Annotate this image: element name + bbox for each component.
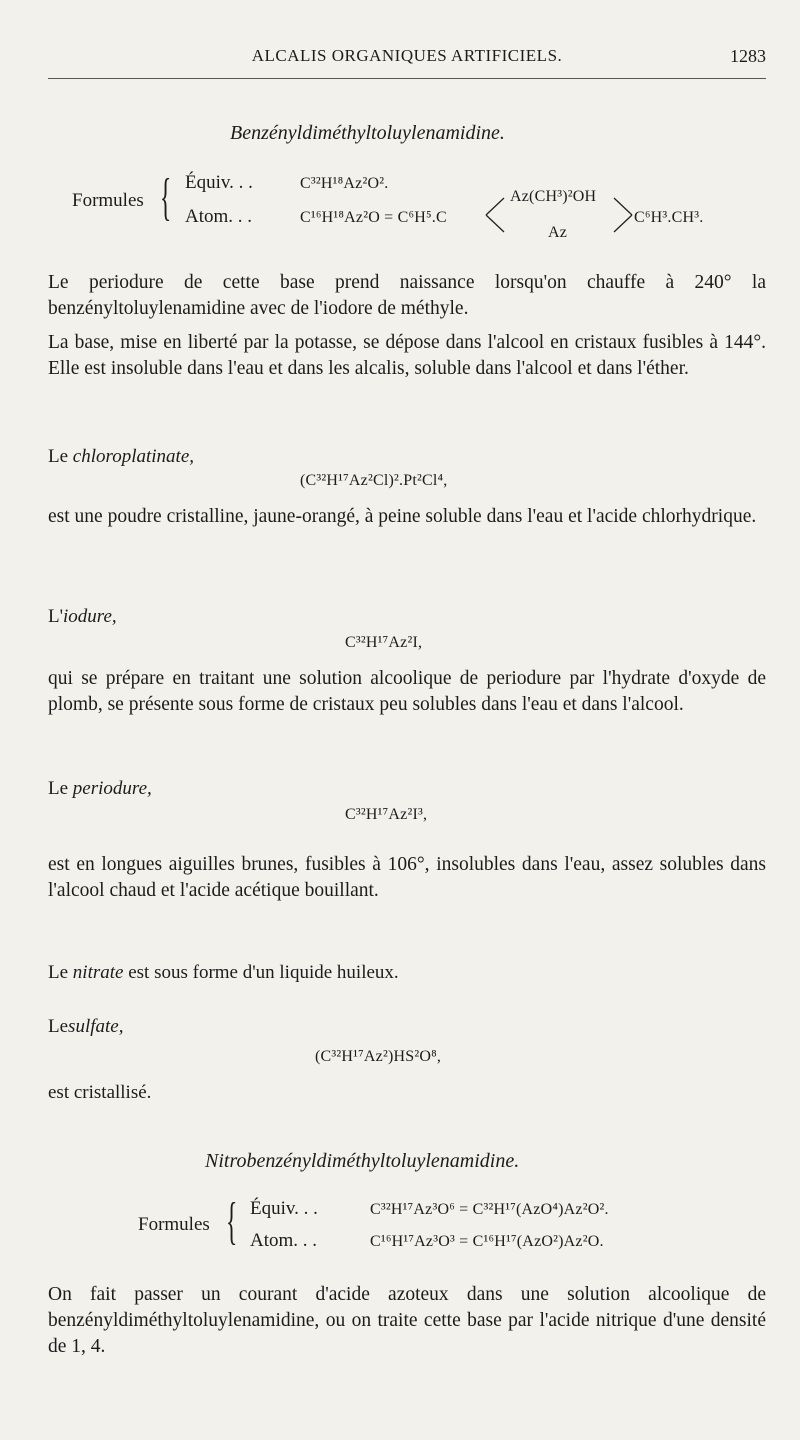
paragraph: est en longues aiguilles brunes, fusibles à 106°, insolubles dans l'eau, assez solubles dans l'alcool chaud et l'acide acétique bouillant. bbox=[48, 854, 766, 901]
chloroplatinate-intro: Le bbox=[48, 446, 69, 467]
section-title: Nitrobenzényldiméthyltoluylenamidine. bbox=[205, 1150, 520, 1172]
page-number: 1283 bbox=[730, 46, 766, 66]
paragraph: On fait passer un courant d'acide azoteux dans une solution alcoolique de benzényldiméthyltoluylenamidine, ou on traite cette base par l'acide nitrique d'une densité de 1, 4. bbox=[48, 1284, 766, 1357]
paragraph: Le periodure de cette base prend naissance lorsqu'on chauffe à 240° la benzényltoluylenamidine avec de l'iodore de méthyle. bbox=[48, 272, 766, 319]
periodure-label bbox=[48, 778, 152, 800]
chloroplatinate-label bbox=[48, 446, 194, 468]
atom-label: Atom. . . bbox=[185, 206, 253, 227]
equiv-formula: C³²H¹⁷Az³O⁶ = C³²H¹⁷(AzO⁴)Az²O². bbox=[370, 1201, 609, 1218]
sulfate-formula: (C³²H¹⁷Az²)HS²O⁸, bbox=[315, 1048, 442, 1065]
chloroplatinate-name: chloroplatinate, bbox=[72, 446, 194, 467]
header-rule bbox=[48, 78, 766, 79]
nitrate-rest: est sous forme d'un liquide huileux. bbox=[128, 962, 399, 983]
atom-formula: C¹⁶H¹⁸Az²O = C⁶H⁵.C bbox=[300, 209, 447, 226]
sulfate-name: sulfate, bbox=[68, 1016, 124, 1037]
chloroplatinate-formula: (C³²H¹⁷Az²Cl)².Pt²Cl⁴, bbox=[300, 472, 448, 489]
nitrate-intro: Le bbox=[48, 962, 69, 983]
iodure-intro: L' bbox=[48, 606, 64, 627]
periodure-name: periodure, bbox=[72, 778, 152, 799]
iodure-name: iodure, bbox=[63, 606, 117, 627]
branch-left bbox=[484, 190, 508, 240]
atom-lower-group: Az bbox=[548, 224, 568, 241]
sulfate-label bbox=[48, 1016, 123, 1038]
periodure-intro: Le bbox=[48, 778, 69, 799]
page-header bbox=[48, 46, 766, 74]
paragraph: La base, mise en liberté par la potasse, se dépose dans l'alcool en cristaux fusibles à 144°. Elle est insoluble dans l'eau et dans les alcalis, soluble dans l'alcool et dans l'éther. bbox=[48, 332, 766, 379]
equiv-label: Équiv. . . bbox=[185, 172, 253, 193]
branch-right bbox=[610, 190, 634, 240]
sulfate-intro: Le bbox=[48, 1016, 69, 1037]
running-title: ALCALIS ORGANIQUES ARTIFICIELS. bbox=[251, 46, 563, 65]
formulas-label: Formules bbox=[138, 1214, 210, 1235]
sulfate-note: est cristallisé. bbox=[48, 1082, 152, 1103]
equiv-formula: C³²H¹⁸Az²O². bbox=[300, 175, 389, 192]
periodure-formula: C³²H¹⁷Az²I³, bbox=[345, 806, 428, 823]
paragraph: est une poudre cristalline, jaune-orangé, à peine soluble dans l'eau et l'acide chlorhydrique. bbox=[48, 506, 757, 527]
nitrate-line bbox=[48, 962, 399, 984]
nitrate-name: nitrate bbox=[72, 962, 124, 983]
brace: { bbox=[226, 1193, 238, 1250]
formulas-label: Formules bbox=[72, 190, 144, 211]
brace: { bbox=[160, 169, 172, 226]
atom-upper-group: Az(CH³)²OH bbox=[510, 188, 597, 205]
iodure-label bbox=[48, 606, 117, 628]
iodure-formula: C³²H¹⁷Az²I, bbox=[345, 634, 423, 651]
atom-label: Atom. . . bbox=[250, 1230, 318, 1251]
section-title: Benzényldiméthyltoluylenamidine. bbox=[230, 122, 505, 144]
paragraph: qui se prépare en traitant une solution alcoolique de periodure par l'hydrate d'oxyde de plomb, se présente sous forme de cristaux peu solubles dans l'eau et dans l'alcool. bbox=[48, 668, 766, 715]
atom-formula: C¹⁶H¹⁷Az³O³ = C¹⁶H¹⁷(AzO²)Az²O. bbox=[370, 1233, 604, 1250]
equiv-label: Équiv. . . bbox=[250, 1198, 318, 1219]
atom-right-group: C⁶H³.CH³. bbox=[634, 209, 704, 226]
